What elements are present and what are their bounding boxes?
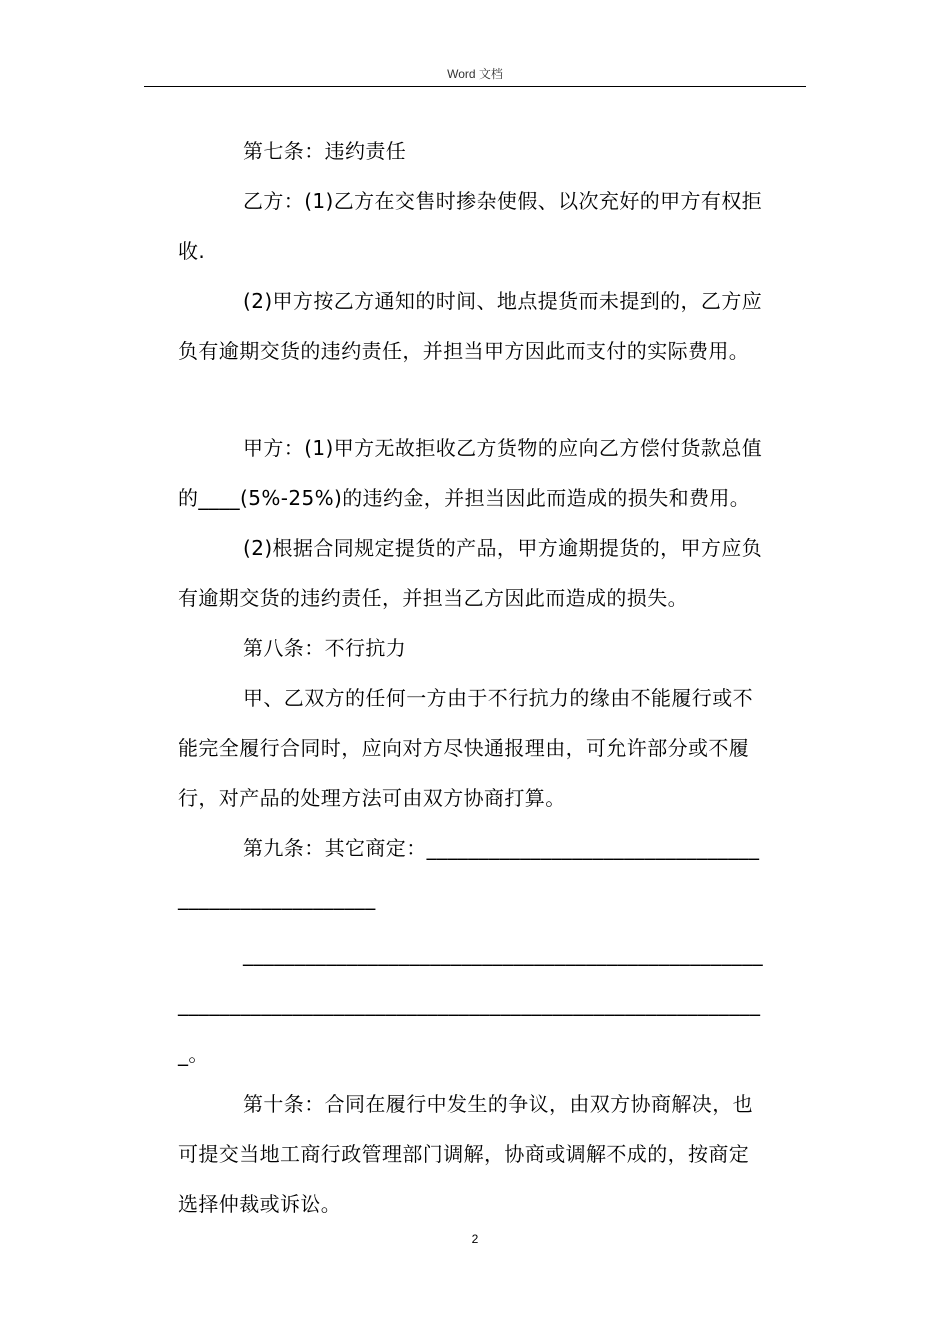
blank-line-3: _。 bbox=[178, 1042, 209, 1066]
paragraph-gap bbox=[178, 376, 802, 423]
article-10-line-1: 第十条：合同在履行中发生的争议，由双方协商解决，也 bbox=[243, 1092, 753, 1116]
document-body bbox=[178, 126, 802, 1229]
party-b-clause-1-line-2: 收. bbox=[178, 239, 206, 263]
party-a-clause-1-line-1: 甲方：(1)甲方无故拒收乙方货物的应向乙方偿付货款总值 bbox=[243, 436, 763, 460]
party-a-clause-2-line-1: (2)根据合同规定提货的产品，甲方逾期提货的，甲方应负 bbox=[243, 536, 763, 560]
party-b-clause-2-line-2: 负有逾期交货的违约责任，并担当甲方因此而支付的实际费用。 bbox=[178, 339, 750, 363]
article-7-heading: 第七条：违约责任 bbox=[243, 139, 407, 163]
article-8-line-3: 行，对产品的处理方法可由双方协商打算。 bbox=[178, 786, 566, 810]
blank-line-2: ________________________________________________________ bbox=[178, 992, 761, 1016]
article-10-line-3: 选择仲裁或诉讼。 bbox=[178, 1192, 342, 1216]
page-number: 2 bbox=[471, 1232, 479, 1246]
party-a-clause-2-line-2: 有逾期交货的违约责任，并担当乙方因此而造成的损失。 bbox=[178, 586, 688, 610]
article-9-line-1: 第九条：其它商定：________________________________ bbox=[243, 836, 760, 860]
article-10-line-2: 可提交当地工商行政管理部门调解，协商或调解不成的，按商定 bbox=[178, 1142, 750, 1166]
party-a-clause-1-line-2: 的____(5%-25%)的违约金，并担当因此而造成的损失和费用。 bbox=[178, 486, 751, 510]
article-8-heading: 第八条：不行抗力 bbox=[243, 636, 407, 660]
party-b-clause-2-line-1: (2)甲方按乙方通知的时间、地点提货而未提到的，乙方应 bbox=[243, 289, 763, 313]
article-9-line-2: ___________________ bbox=[178, 886, 376, 910]
header-divider bbox=[144, 86, 806, 87]
blank-line-1: __________________________________________________ bbox=[243, 942, 763, 966]
page-header-title: Word 文档 bbox=[447, 67, 503, 81]
article-8-line-1: 甲、乙双方的任何一方由于不行抗力的缘由不能履行或不 bbox=[243, 686, 753, 710]
party-b-clause-1-line-1: 乙方：(1)乙方在交售时掺杂使假、以次充好的甲方有权拒 bbox=[243, 189, 763, 213]
article-8-line-2: 能完全履行合同时，应向对方尽快通报理由，可允许部分或不履 bbox=[178, 736, 750, 760]
